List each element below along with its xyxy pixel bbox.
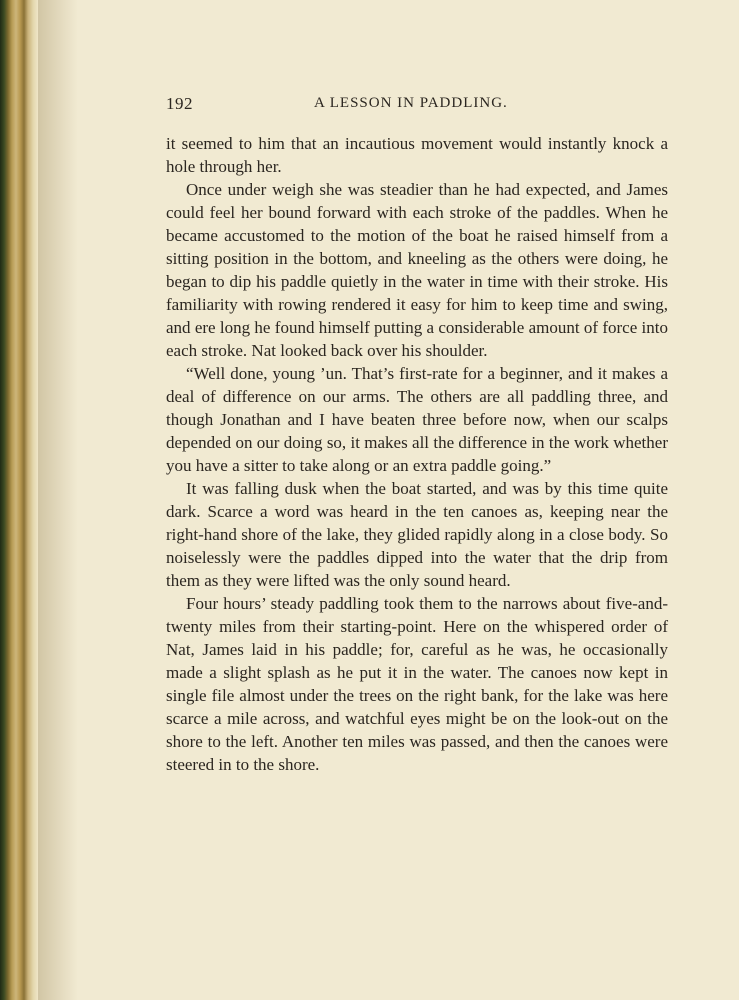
paragraph: It was falling dusk when the boat started, and was by this time quite dark. Scarce a word was heard in the ten canoes as, keeping near the right-hand shore of the lake, they glided rapidly along in a close body. So noiselessly were the paddles dipped into the water that the drip from them as they were lifted was the only sound heard. — [166, 479, 668, 590]
page-header — [166, 94, 666, 118]
body-text — [166, 132, 668, 776]
paragraph: Once under weigh she was steadier than he had expected, and James could feel her bound forward with each stroke of the paddles. When he became accustomed to the motion of the boat he raised himself from a sitting position in the bottom, and kneeling as the others were doing, he began to dip his paddle quietly in the water in time with their stroke. His familiarity with rowing rendered it easy for him to keep time and swing, and ere long he found himself putting a considerable amount of force into each stroke. Nat looked back over his shoulder. — [166, 180, 668, 360]
paragraph: Four hours’ steady paddling took them to the narrows about five-and-twenty miles from their starting-point. Here on the whispered order of Nat, James laid in his paddle; for, careful as he was, he occasionally made a slight splash as he put it in the water. The canoes now kept in single file almost under the trees on the right bank, for the lake was here scarce a mile across, and watchful eyes might be on the look-out on the shore to the left. Another ten miles was passed, and then the canoes were steered in to the shore. — [166, 594, 668, 774]
book-binding-edge — [0, 0, 38, 1000]
paragraph: “Well done, young ’un. That’s first-rate for a beginner, and it makes a deal of difference on our arms. The others are all paddling three, and though Jonathan and I have beaten three before now, when our scalps depended on our doing so, it makes all the difference in the work whether you have a sitter to take along or an extra paddle going.” — [166, 364, 668, 475]
paragraph: it seemed to him that an incautious movement would instantly knock a hole through her. — [166, 134, 668, 176]
gutter-shadow — [38, 0, 78, 1000]
page-number: 192 — [166, 94, 193, 113]
running-head: A LESSON IN PADDLING. — [314, 95, 508, 111]
